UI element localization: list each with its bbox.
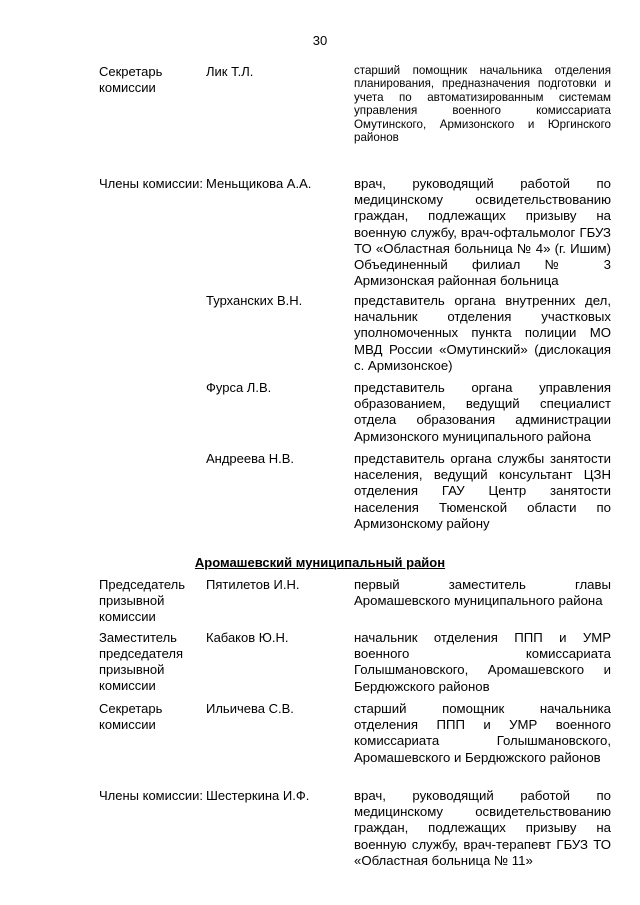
entry-description: представитель органа внутренних дел, начальник отделения участковых уполномоченных пункта полиции МО МВД России «Омутинский» (дислокация с. Армизонское) [354,293,611,373]
entry-name: Меньщикова А.А. [206,176,312,191]
entry-name: Кабаков Ю.Н. [206,630,289,645]
entry-name: Ильичева С.В. [206,701,294,716]
entry-role: Заместитель председателя призывной комиссии [99,630,184,693]
section-title: Аромашевский муниципальный район [194,555,446,570]
entry-description: первый заместитель главы Аромашевского муниципального района [354,577,611,609]
entry-role: Секретарь комиссии [99,701,163,732]
entry-description: начальник отделения ППП и УМР военного комиссариата Голышмановского, Аромашевского и Бердюжского районов [354,630,611,694]
entry-name: Шестеркина И.Ф. [206,788,310,803]
entry-description: врач, руководящий работой по медицинскому освидетельствованию граждан, подлежащих призыву на военную службу, врач-офтальмолог ГБУЗ ТО «Областная больница № 4» (г. Ишим) Объединенный филиал № 3 Армизонская районная больница [354,176,611,289]
entry-description: представитель органа службы занятости населения, ведущий консультант ЦЗН отделения ГАУ Центр занятости населения Тюменской области по Армизонскому району [354,451,611,531]
entry-description: старший помощник начальника отделения планирования, предназначения подготовки и учета по автоматизированным системам управления военного комиссариата Омутинского, Армизонского и Юргинского районов [354,64,611,145]
entry-description: представитель органа управления образованием, ведущий специалист отдела образования администрации Армизонского муниципального района [354,380,611,444]
entry-name: Пятилетов И.Н. [206,577,300,592]
page-number: 30 [312,33,328,48]
entry-role: Секретарь комиссии [99,64,163,95]
entry-name: Фурса Л.В. [206,380,272,395]
entry-description: старший помощник начальника отделения ППП и УМР военного комиссариата Голышмановского, Аромашевского и Бердюжского районов [354,701,611,765]
entry-name: Андреева Н.В. [206,451,295,466]
entry-role: Председатель призывной комиссии [99,577,186,624]
entry-description: врач, руководящий работой по медицинскому освидетельствованию граждан, подлежащих призыву на военную службу, врач-терапевт ГБУЗ ТО «Областная больница № 11» [354,788,611,868]
entry-role: Члены комиссии: [99,176,204,191]
entry-name: Турханских В.Н. [206,293,303,308]
entry-name: Лик Т.Л. [206,64,254,79]
entry-role: Члены комиссии: [99,788,204,803]
